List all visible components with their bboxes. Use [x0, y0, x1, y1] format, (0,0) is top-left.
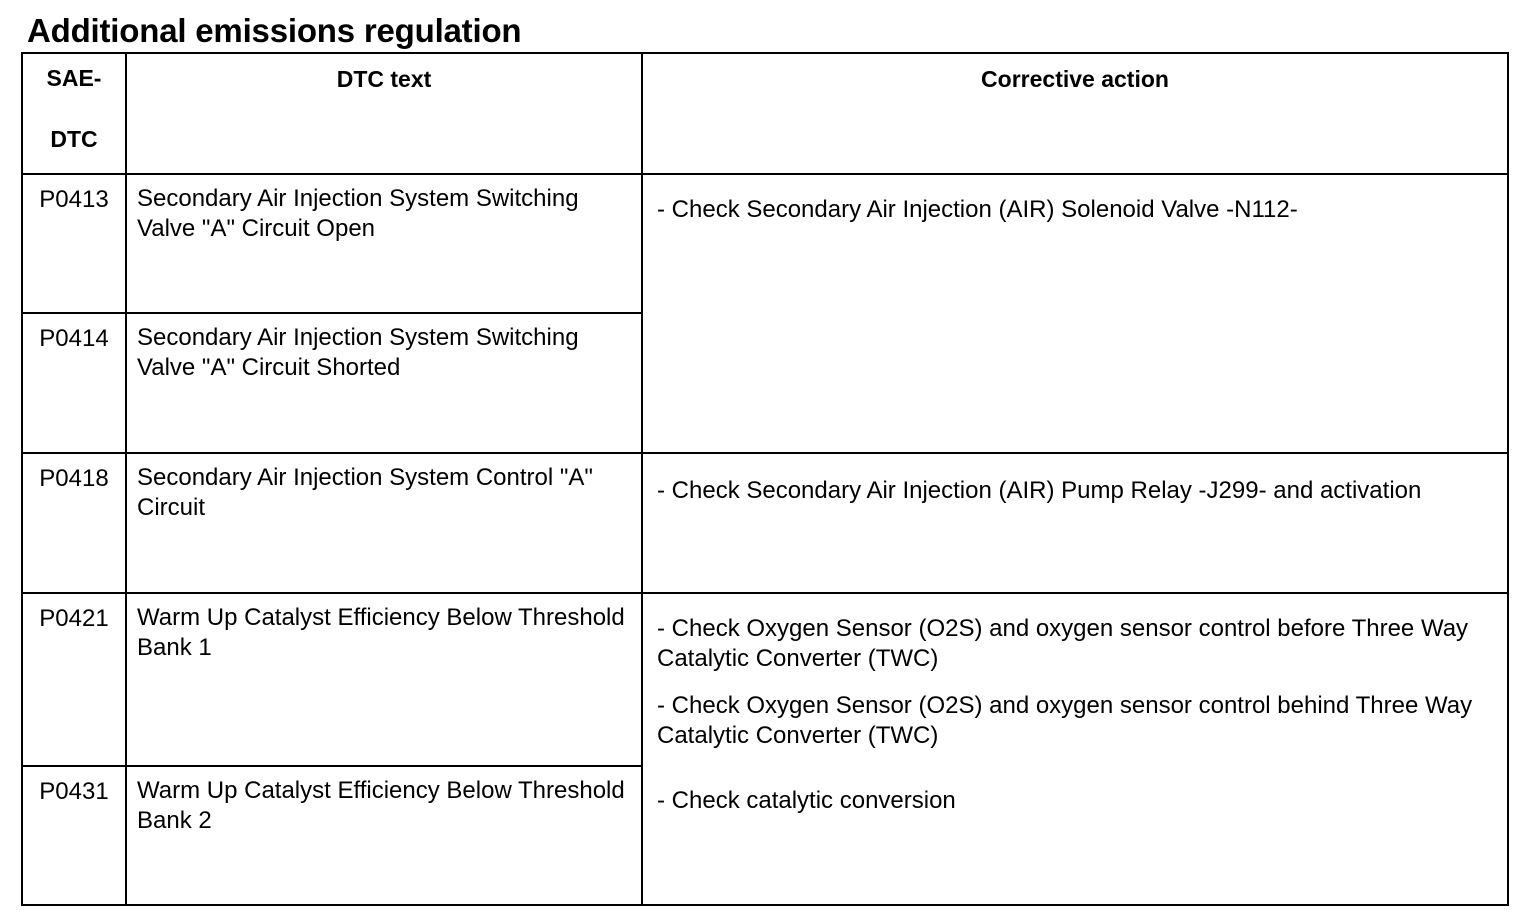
table-header-row: [22, 53, 1508, 174]
header-sae-dtc: [22, 53, 126, 174]
dtc-description: Secondary Air Injection System Switching Valve "A" Circuit Open: [126, 174, 642, 313]
dtc-code: P0414: [22, 313, 126, 453]
header-dtc-label: DTC: [50, 126, 98, 152]
dtc-code: P0431: [22, 766, 126, 905]
dtc-description: Warm Up Catalyst Efficiency Below Threshold Bank 1: [126, 593, 642, 766]
header-corrective-action: Corrective action: [642, 53, 1508, 174]
dtc-code: P0418: [22, 453, 126, 593]
dtc-code: P0413: [22, 174, 126, 313]
dtc-description: Warm Up Catalyst Efficiency Below Threshold Bank 2: [126, 766, 642, 905]
corrective-action-cell: [642, 593, 1508, 905]
header-dtc-text: DTC text: [126, 53, 642, 174]
corrective-action-line: - Check Secondary Air Injection (AIR) Solenoid Valve -N112-: [657, 196, 1298, 223]
corrective-action-line: - Check Oxygen Sensor (O2S) and oxygen sensor control before Three Way Catalytic Converter (TWC): [657, 615, 1469, 672]
corrective-action-cell: [642, 174, 1508, 453]
page-title: Additional emissions regulation: [27, 12, 522, 49]
dtc-description: Secondary Air Injection System Control "A" Circuit: [126, 453, 642, 593]
dtc-code: P0421: [22, 593, 126, 766]
corrective-action-line: - Check Secondary Air Injection (AIR) Pump Relay -J299- and activation: [657, 477, 1422, 504]
table-row: [22, 453, 1508, 593]
corrective-action-cell: [642, 453, 1508, 593]
header-sae-label: SAE-: [46, 65, 102, 91]
table-row: [22, 174, 1508, 313]
dtc-description: Secondary Air Injection System Switching Valve "A" Circuit Shorted: [126, 313, 642, 453]
dtc-table: [21, 52, 1509, 906]
corrective-action-line: - Check Oxygen Sensor (O2S) and oxygen sensor control behind Three Way Catalytic Converter (TWC): [657, 692, 1473, 749]
table-row: [22, 593, 1508, 766]
corrective-action-line: - Check catalytic conversion: [657, 787, 956, 814]
